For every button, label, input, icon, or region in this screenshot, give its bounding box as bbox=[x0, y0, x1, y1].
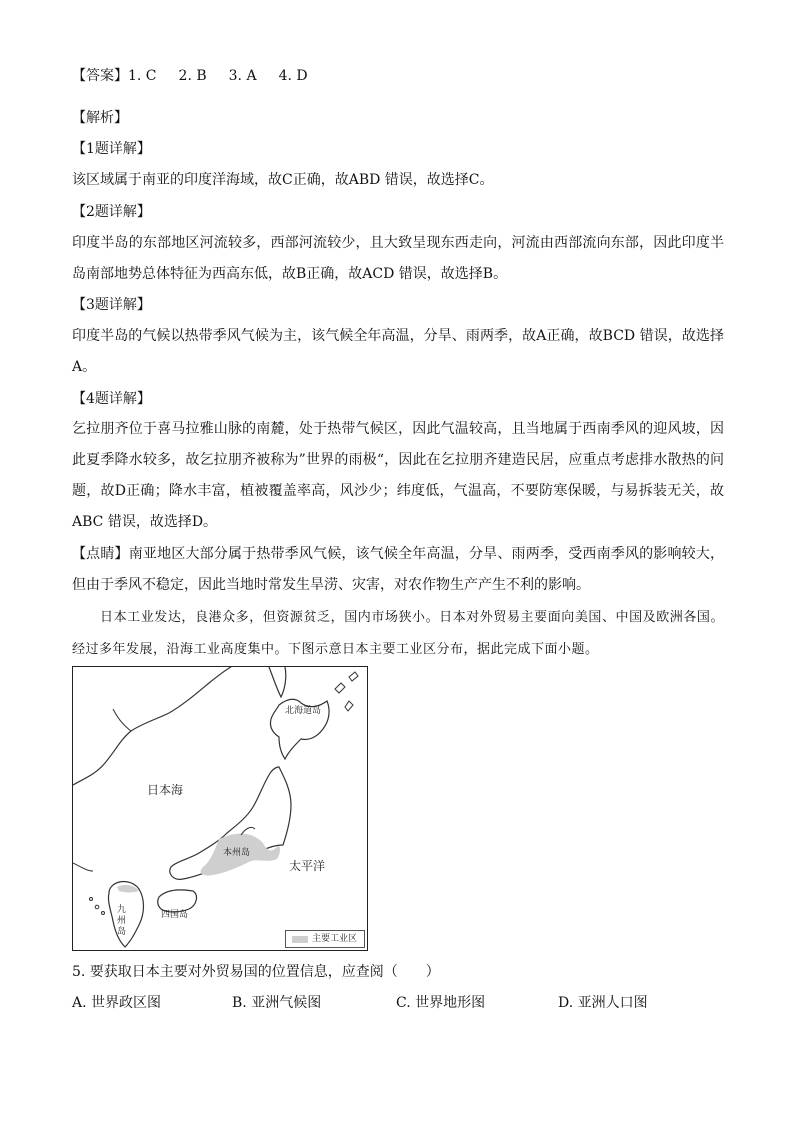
map-legend bbox=[285, 930, 365, 948]
kyushu-label: 九州岛 bbox=[117, 905, 127, 937]
answer-item-3: 3. A bbox=[228, 68, 257, 84]
answer-line bbox=[72, 66, 308, 86]
small-island bbox=[90, 898, 93, 901]
answer-item-1: 1. C bbox=[128, 68, 157, 84]
q4-heading: 【4题详解】 bbox=[72, 391, 151, 407]
q5-options bbox=[72, 992, 724, 1014]
analysis-heading: 【解析】 bbox=[72, 110, 128, 126]
q2-text: 印度半岛的东部地区河流较多，西部河流较少，且大致呈现东西走向，河流由西部流向东部，因此印度半岛南部地势总体特征为西高东低，故B正确，故ACD 错误，故选择B。 bbox=[72, 235, 724, 282]
q3-heading: 【3题详解】 bbox=[72, 297, 151, 313]
option-a: A. 世界政区图 bbox=[72, 995, 162, 1011]
mainland-coast bbox=[73, 667, 231, 785]
small-island bbox=[102, 912, 105, 915]
korea-coast bbox=[73, 863, 93, 871]
shikoku-label: 四国岛 bbox=[161, 910, 189, 920]
kuril-island bbox=[345, 701, 353, 711]
point-paragraph bbox=[72, 539, 724, 601]
hokkaido-label: 北海道岛 bbox=[285, 706, 322, 716]
point-label: 【点睛】 bbox=[72, 546, 129, 562]
answer-item-4: 4. D bbox=[278, 68, 308, 84]
answer-label: 【答案】 bbox=[72, 68, 128, 84]
mainland-inlet bbox=[113, 709, 131, 731]
point-text: 南亚地区大部分属于热带季风气候，该气候全年高温，分旱、雨两季，受西南季风的影响较大，但由于季风不稳定，因此当地时常发生旱涝、灾害，对农作物生产产生不利的影响。 bbox=[72, 546, 725, 593]
option-c: C. 世界地形图 bbox=[396, 995, 486, 1011]
q1-heading: 【1题详解】 bbox=[72, 141, 151, 157]
japan-map bbox=[72, 666, 368, 951]
legend-label: 主要工业区 bbox=[312, 934, 358, 944]
pacific-ocean-label: 太平洋 bbox=[289, 859, 326, 873]
option-b: B. 亚洲气候图 bbox=[232, 995, 322, 1011]
honshu-label: 本州岛 bbox=[223, 848, 251, 858]
kuril-island bbox=[349, 672, 358, 681]
answer-item-2: 2. B bbox=[178, 68, 207, 84]
q5-stem: 5. 要获取日本主要对外贸易国的位置信息，应查阅（ ） bbox=[72, 964, 440, 980]
small-island bbox=[95, 905, 99, 909]
q2-heading: 【2题详解】 bbox=[72, 204, 151, 220]
sakhalin-island bbox=[269, 667, 286, 697]
sea-of-japan-label: 日本海 bbox=[147, 783, 184, 797]
q4-text: 乞拉朋齐位于喜马拉雅山脉的南麓，处于热带气候区，因此气温较高，且当地属于西南季风的迎风坡，因此夏季降水较多，故乞拉朋齐被称为”世界的雨极“，因此在乞拉朋齐建造民居，应重点考虑排水散热的问题，故D正确；降水丰富，植被覆盖率高，风沙少；纬度低，气温高，不要防寒保暖，与易拆装无关，故ABC 错误，故选择D。 bbox=[72, 421, 724, 530]
intro-text: 日本工业发达，良港众多，但资源贫乏，国内市场狭小。日本对外贸易主要面向美国、中国及欧洲各国。经过多年发展，沿海工业高度集中。下图示意日本主要工业区分布，据此完成下面小题。 bbox=[72, 610, 724, 657]
option-d: D. 亚洲人口图 bbox=[558, 995, 648, 1011]
kuril-island bbox=[335, 683, 345, 693]
q1-text: 该区域属于南亚的印度洋海域，故C正确，故ABD 错误，故选择C。 bbox=[72, 172, 494, 188]
q3-text: 印度半岛的气候以热带季风气候为主，该气候全年高温，分旱、雨两季，故A正确，故BCD 错误，故选择A。 bbox=[72, 328, 724, 375]
legend-swatch bbox=[292, 936, 308, 943]
